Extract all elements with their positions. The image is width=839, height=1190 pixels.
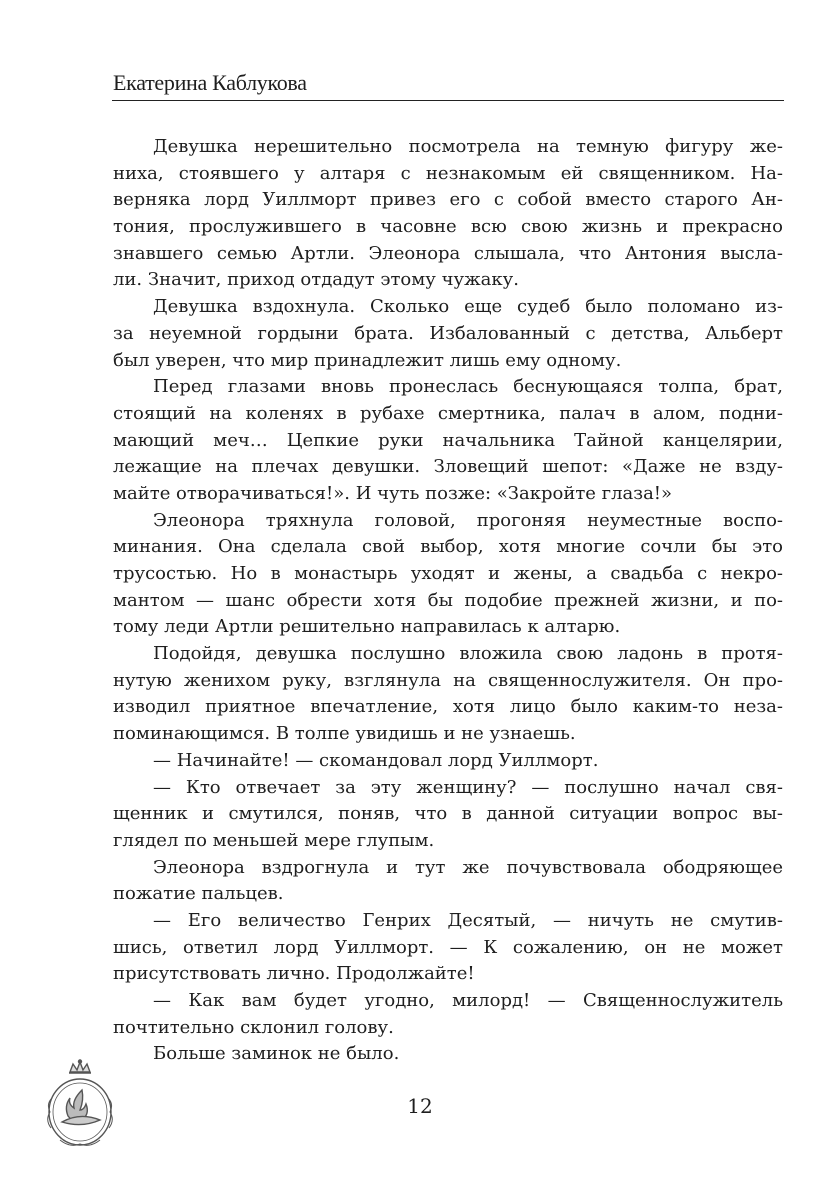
text-line: мантом — шанс обрести хотя бы подобие прежней жизни, и по- [113, 589, 783, 611]
paragraph [113, 855, 783, 908]
text-line: Девушка вздохнула. Сколько еще судеб было поломано из- [153, 296, 783, 318]
paragraph [113, 748, 783, 775]
text-line: трусостью. Но в монастырь уходят и жены, а свадьба с некро- [113, 563, 783, 584]
text-line: Перед глазами вновь пронеслась беснующаяся толпа, брат, [153, 376, 783, 398]
text-line: Элеонора тряхнула головой, прогоняя неуместные воспо- [153, 509, 783, 531]
text-line: почтительно склонил голову. [113, 1016, 394, 1038]
text-line: майте отворачиваться!». И чуть позже: «Закройте глаза!» [113, 482, 673, 504]
text-line: — Его величество Генрих Десятый, — ничуть не смутив- [153, 909, 783, 931]
header-divider [112, 100, 784, 101]
text-line: глядел по меньшей мере глупым. [113, 829, 435, 851]
paragraph [113, 775, 783, 855]
text-line: поминающимся. В толпе увидишь и не узнаешь. [113, 723, 576, 745]
text-line: — Кто отвечает за эту женщину? — послушно начал свя- [153, 776, 783, 798]
text-line: Девушка нерешительно посмотрела на темную фигуру же- [153, 136, 783, 157]
text-line: тония, прослужившего в часовне всю свою жизнь и прекрасно [113, 216, 783, 238]
text-line: минания. Она сделала свой выбор, хотя многие сочли бы это [113, 536, 783, 558]
paragraph [113, 641, 783, 748]
text-line: нутую женихом руку, взглянула на священнослужителя. Он про- [113, 669, 783, 691]
text-line: тому леди Артли решительно направилась к алтарю. [113, 616, 621, 638]
text-line: был уверен, что мир принадлежит лишь ему одному. [113, 349, 622, 371]
paragraph [113, 988, 783, 1041]
text-line: мающий меч… Цепкие руки начальника Тайной канцелярии, [113, 429, 783, 451]
text-line: изводил приятное впечатление, хотя лицо было каким-то неза- [113, 696, 783, 718]
paragraph [113, 374, 783, 507]
text-line: присутствовать лично. Продолжайте! [113, 963, 475, 985]
page-body-text [113, 134, 783, 1068]
text-line: — Начинайте! — скомандовал лорд Уиллморт. [153, 749, 599, 771]
text-line: стоящий на коленях в рубахе смертника, палач в алом, подни- [113, 402, 783, 424]
text-line: Элеонора вздрогнула и тут же почувствовала ободряющее [153, 856, 783, 878]
text-line: за неуемной гордыни брата. Избалованный с детства, Альберт [113, 322, 783, 344]
paragraph [113, 134, 783, 294]
text-line: Больше заминок не было. [153, 1043, 400, 1065]
paragraph [113, 508, 783, 641]
text-line: знавшего семью Артли. Элеонора слышала, что Антония высла- [113, 242, 783, 264]
text-line: Подойдя, девушка послушно вложила свою ладонь в протя- [153, 643, 783, 665]
paragraph [113, 294, 783, 374]
running-header-author: Екатерина Каблукова [113, 70, 307, 95]
crowned-flame-emblem-icon [40, 1058, 120, 1150]
paragraph [113, 908, 783, 988]
text-line: ниха, стоявшего у алтаря с незнакомым ей священником. На- [113, 162, 783, 184]
text-line: щенник и смутился, поняв, что в данной ситуации вопрос вы- [113, 803, 783, 825]
text-line: ли. Значит, приход отдадут этому чужаку. [113, 269, 519, 291]
paragraph [113, 1041, 783, 1068]
text-line: — Как вам будет угодно, милорд! — Священнослужитель [153, 990, 783, 1011]
text-line: лежащие на плечах девушки. Зловещий шепот: «Даже не взду- [113, 456, 783, 478]
text-line: верняка лорд Уиллморт привез его с собой вместо старого Ан- [113, 189, 783, 211]
text-line: пожатие пальцев. [113, 883, 284, 905]
page-number: 12 [407, 1094, 433, 1118]
text-line: шись, ответил лорд Уиллморт. — К сожалению, он не может [113, 936, 783, 958]
